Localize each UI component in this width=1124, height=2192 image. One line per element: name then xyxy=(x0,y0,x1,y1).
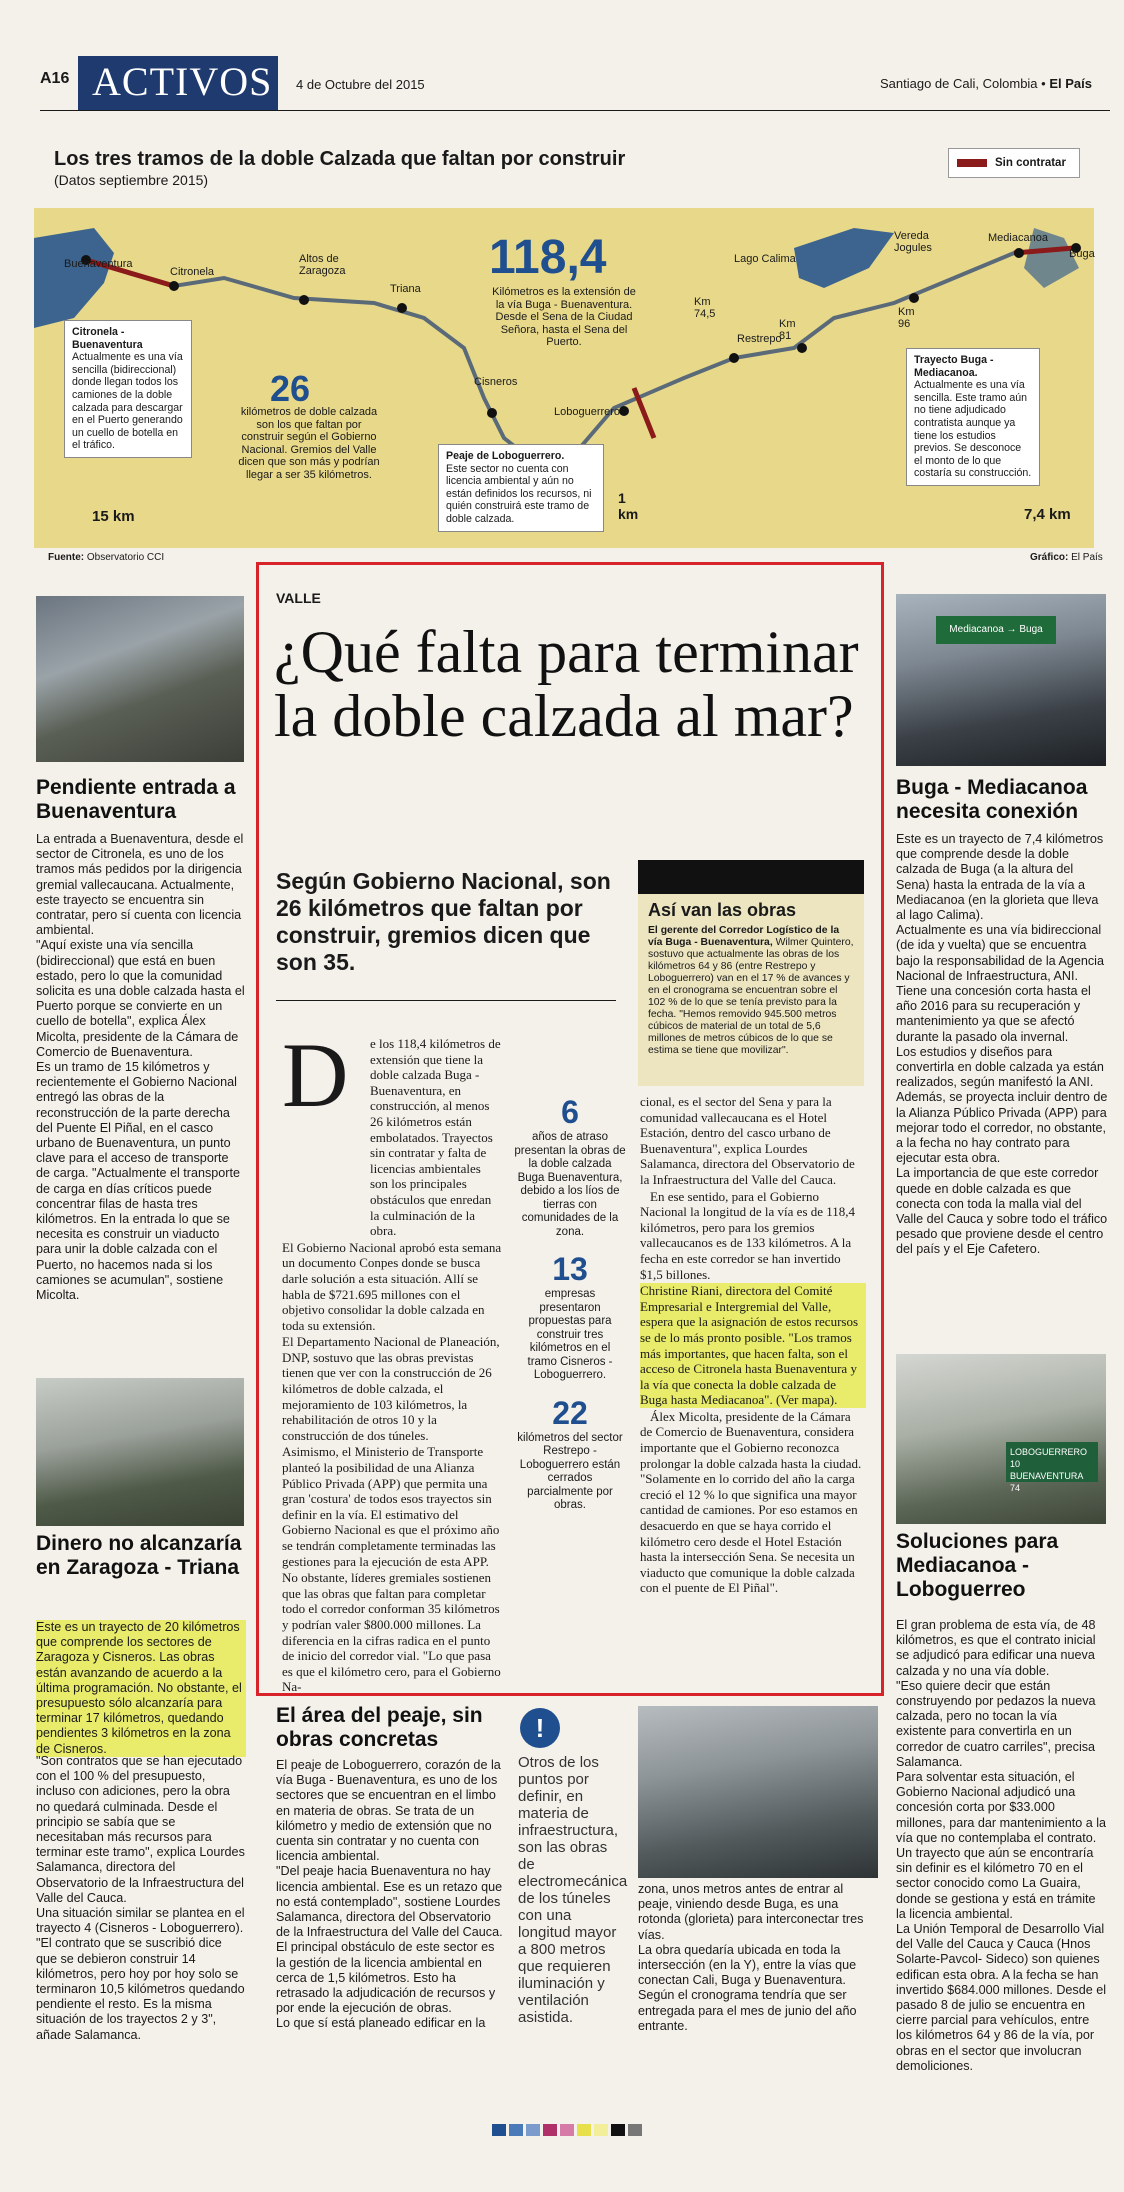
main-headline: ¿Qué falta para terminar la doble calzada al mar? xyxy=(274,619,859,749)
road-sign-mediacanoa: Mediacanoa → Buga xyxy=(936,616,1056,644)
callout-peaje xyxy=(438,444,604,532)
reg-mark xyxy=(543,2124,557,2136)
label-citronela: Citronela xyxy=(170,266,215,278)
dot-km81 xyxy=(797,343,807,353)
obras-sidebar xyxy=(638,860,864,1086)
callout-citronela xyxy=(64,320,192,458)
label-restrepo: Restrepo xyxy=(737,333,782,345)
paper-name: El País xyxy=(1049,76,1092,91)
stat-km-number: 22 xyxy=(552,1394,588,1431)
issue-date: 4 de Octubre del 2015 xyxy=(296,77,425,92)
stat-years xyxy=(514,1094,626,1239)
sidebar-text-body: Wilmer Quintero, sostuvo que actualmente las obras de los kilómetros 64 y 86 (entre Restrepo y Loboguerrero) van en el 17 % de avances y en el cronograma se encuentran sobre el 102 % de lo que se tenía previsto para la fecha. "Hemos removido 945.500 metros cúbicos de material de un total de 5,6 millones de metros cúbicos de lo que se estima se tiene que movilizar". xyxy=(648,937,854,1056)
label-vereda: Vereda Jogules xyxy=(894,230,932,254)
map-source-label: Fuente: xyxy=(48,552,85,563)
callout-citronela-text: Actualmente es una vía sencilla (bidireccional) donde llegan todos los camiones de la doble calzada para descargar en el Puerto generando un cuello de botella en el tráfico. xyxy=(72,351,183,452)
right2-text: El gran problema de esta vía, de 48 kilómetros, es que el contrato inicial se adjudicó para edificar una nueva calzada y no una vía doble. "Eso quiere decir que están construyendo por pedazos la nueva calzada, pero no tocan la vía existente para convertirla en un corredor de cuatro carriles", precisa Salamanca. Para solventar esta situación, el Gobierno Nacional adjudicó una concesión corta por $33.000 millones, para dar mantenimiento a la vía que no contemplaba el contrato. Un trayecto que aún se encontraría sin definir es el kilómetro 70 en el sector conocido como La Guaira, donde se gestiona y está en trámite la licencia ambiental. La Unión Temporal de Desarrollo Vial del Valle del Cauca y Cauca (Hnos Solarte-Pavcol- Sideco) son quienes edifican esta obra. A la fecha se han invertido $684.000 millones. Desde el pasado 8 de julio se encuentra en cierre parcial para vehículos, entre los kilómetros 64 y 86 de la vía, por obras en el sector que involucran demoliciones. xyxy=(896,1618,1107,2073)
map-subtitle: (Datos septiembre 2015) xyxy=(54,172,209,188)
photo-trucks-toll xyxy=(638,1706,878,1878)
col3-paragraph-2: En ese sentido, para el Gobierno Nacional la longitud de la vía es de 118,4 kilómetros, pero para los gremios vallecaucanos es de 133 kilómetros. A la fecha en este corredor se han invertido $1,5 billones. xyxy=(640,1188,856,1282)
reg-mark xyxy=(509,2124,523,2136)
sea-shape xyxy=(34,228,114,328)
photo-loboguerrero-sign xyxy=(896,1354,1106,1524)
reg-mark xyxy=(577,2124,591,2136)
legend-swatch xyxy=(957,159,987,167)
reg-mark xyxy=(611,2124,625,2136)
left2-headline: Dinero no alcanzaría en Zaragoza - Triana xyxy=(36,1532,242,1579)
map-graphic-label: Gráfico: xyxy=(1030,552,1069,563)
reg-mark xyxy=(526,2124,540,2136)
section-masthead: ACTIVOS xyxy=(78,56,278,110)
col1-paragraph-4: Asimismo, el Ministerio de Transporte planteó la posibilidad de una Alianza Público Privada (APP) que permita una gran 'costura' de todos esos trayectos sin definir en la vía. El estimativo del Gobierno Nacional es que el próximo año se tendrán completamente terminadas las gestiones para la ejecución de esta APP. xyxy=(282,1444,500,1569)
photo-road-zaragoza xyxy=(36,1378,244,1526)
map-title: Los tres tramos de la doble Calzada que faltan por construir xyxy=(54,148,626,170)
dot-triana xyxy=(397,303,407,313)
left1-text: La entrada a Buenaventura, desde el sector de Citronela, es uno de los tramos más pedidos por la dirigencia gremial vallecaucana. Actualmente, este trayecto se encuentra sin contratar, pero sí cuenta con licencia ambiental. "Aquí existe una vía sencilla (bidireccional) que está en buen estado, pero lo que la comunidad solicita es una doble calzada hasta el Puerto porque se convierte en un cuello de botella", explica Álex Micolta, presidente de la Cámara de Comercio de Buenaventura. Es un tramo de 15 kilómetros y recientemente el Gobierno Nacional entregó las obras de la reconstrucción de la parte derecha del Puente El Piñal, en el casco urbano de Buenaventura, un punto clave para el acceso de transporte de carga. "Actualmente el transporte de carga en días críticos puede concentrar filas de hasta tres kilómetros. En la entrada lo que se necesita es construir un viaducto para unir la doble calzada con el Puerto, no hacemos nada si los camiones se acumulan", sostiene Micolta. xyxy=(36,832,245,1303)
scale-15km: 15 km xyxy=(92,508,135,525)
dateline xyxy=(880,76,1092,91)
dot-loboguerrero xyxy=(619,406,629,416)
reg-mark xyxy=(594,2124,608,2136)
label-buga: Buga xyxy=(1069,248,1095,260)
right1-text: Este es un trayecto de 7,4 kilómetros que comprende desde la doble calzada de Buga (a la altura del Sena) hasta la entrada de la vía a Mediacanoa (en la glorieta que lleva al lago Calima). Actualmente es una vía bidireccional (de ida y vuelta) que se encuentra bajo la responsabilidad de la Agencia Nacional de Infraestructura, ANI. Tiene una concesión corta hasta el año 2016 para su recuperación y mantenimiento ya que se afectó durante la pasado ola invernal. Los estudios y diseños para convertirla en doble calzada ya están realizados, según manifestó la ANI. Además, se proyecta incluir dentro de la Alianza Público Privada (APP) para mejorar todo el corredor, no obstante, a la fecha no hay contrato para ejecutar esta obra. La importancia de que este corredor quede en doble calzada es que conecta con toda la malla vial del Valle del Cauca y sobre todo el tráfico pesado que proviene desde el centro del país y el Eje Cafetero. xyxy=(896,832,1108,1257)
left2-text: "Son contratos que se han ejecutado con el 100 % del presupuesto, incluso con adiciones, pero la obra no quedará culminada. Desde el principio se sabía que se necesitaban más recursos para terminar este tramo", explica Lourdes Salamanca, directora del Observatorio de la Infraestructura del Valle del Cauca. Una situación similar se plantea en el trayecto 4 (Cisneros - Loboguerrero). "El contrato que se suscribió dice que se debieron construir 14 kilómetros, pero hoy por hoy solo se terminaron 10,5 kilómetros quedando pendiente el resto. Es la misma situación de los trayectos 2 y 3", añade Salamanca. xyxy=(36,1754,245,2042)
legend-label: Sin contratar xyxy=(995,157,1066,169)
col1-paragraph-3: El Departamento Nacional de Planeación, DNP, sostuvo que las obras previstas tienen que ver con la construcción de 26 kilómetros de doble calzada, el mejoramiento de 103 kilómetros, la rehabilitación de otros 10 y la construcción de dos túneles. xyxy=(282,1334,500,1443)
right1-headline: Buga - Mediacanoa necesita conexión xyxy=(896,776,1088,823)
page-number: A16 xyxy=(40,70,70,87)
total-km-number: 118,4 xyxy=(489,231,607,284)
header-rule xyxy=(40,110,1110,111)
sidebar-title: Así van las obras xyxy=(648,900,797,920)
map-source-value: Observatorio CCI xyxy=(86,552,165,563)
label-zaragoza: Altos de Zaragoza xyxy=(299,253,346,277)
missing-km-text: kilómetros de doble calzada son los que faltan por construir según el Gobierno Nacional. Gremios del Valle dicen que son más y podrían llegar a ser 35 kilómetros. xyxy=(238,406,380,481)
dot-citronela xyxy=(169,281,179,291)
map-graphic-value: El País xyxy=(1071,552,1103,563)
dropcap: D xyxy=(282,1024,349,1126)
map-source xyxy=(48,552,164,563)
reg-mark xyxy=(628,2124,642,2136)
callout-buga-title: Trayecto Buga - Mediacanoa. xyxy=(914,354,994,379)
dot-km96 xyxy=(909,293,919,303)
reg-mark xyxy=(492,2124,506,2136)
stat-years-number: 6 xyxy=(561,1094,579,1130)
bottom-text-2: zona, unos metros antes de entrar al peaje, viniendo desde Buga, es una rotonda (glorieta) para interconectar tres vías. La obra quedaría ubicada en toda la intersección (en la Y), entre la vías que conectan Cali, Buga y Buenaventura. Según el cronograma tendría que ser entregada para el mes de junio del año entrante. xyxy=(638,1882,864,2033)
stat-companies-text: empresas presentaron propuestas para construir tres kilómetros en el tramo Cisneros - Loboguerrero. xyxy=(527,1288,613,1381)
registration-marks xyxy=(492,2124,642,2136)
col3-paragraph-1: cional, es el sector del Sena y para la comunidad vallecaucana es el Hotel Estación, dentro del casco urbano de Buenaventura", explica Lourdes Salamanca, directora del Observatorio de la Infraestructura del Valle del Cauca. xyxy=(640,1094,855,1187)
col1-paragraph-5: No obstante, líderes gremiales sostienen que las obras que faltan para completar todo el corredor conforman 35 kilómetros y podrían valer $800.000 millones. La diferencia en la cifras radica en el punto de inicio del corredor vial. "Lo que pasa es que el kilómetro cero, para el Gobierno Na- xyxy=(282,1570,501,1695)
col1-paragraph-1: e los 118,4 kilómetros de extensión que tiene la doble calzada Buga - Buenaventura, en construcción, al menos 26 kilómetros están embolatados. Trayectos sin contratar y falta de licencias ambientales son los principales obstáculos que enredan la culminación de la obra. xyxy=(370,1036,501,1239)
stat-years-text: años de atraso presentan la obras de la doble calzada Buga Buenaventura, debido a los líos de tierras con comunidades de la zona. xyxy=(514,1131,626,1238)
photo-trucks-buenaventura xyxy=(36,596,244,762)
lake-calima-shape xyxy=(794,228,894,288)
bottom-headline: El área del peaje, sin obras concretas xyxy=(276,1704,483,1751)
callout-peaje-title: Peaje de Loboguerrero. xyxy=(446,450,565,462)
deck-rule xyxy=(276,1000,616,1001)
sidebar-text xyxy=(638,925,864,1057)
map-graphic-credit xyxy=(1030,552,1103,563)
main-kicker: VALLE xyxy=(276,590,321,606)
stat-km xyxy=(514,1395,626,1513)
callout-peaje-text: Este sector no cuenta con licencia ambiental y aún no están definidos los recursos, ni quién construirá este tramo de doble calzada. xyxy=(446,462,592,525)
stat-companies-number: 13 xyxy=(552,1251,588,1287)
dateline-city: Santiago de Cali, Colombia • xyxy=(880,76,1046,91)
main-deck: Según Gobierno Nacional, son 26 kilómetros que faltan por construir, gremios dicen que son 35. xyxy=(276,868,611,975)
label-buenaventura: Buenaventura xyxy=(64,258,133,270)
label-km745: Km 74,5 xyxy=(694,296,716,320)
right2-headline: Soluciones para Mediacanoa - Loboguerreo xyxy=(896,1530,1059,1601)
label-cisneros: Cisneros xyxy=(474,376,518,388)
label-km96: Km 96 xyxy=(898,306,915,330)
main-body-col3 xyxy=(640,1094,866,1597)
road-sign-loboguerrero: LOBOGUERRERO 10 BUENAVENTURA 74 xyxy=(1006,1442,1098,1482)
label-lago-calima: Lago Calima xyxy=(734,253,796,265)
callout-buga-text: Actualmente es una vía sencilla. Este tramo aún no tiene adjudicado contratista aunque ya tiene los estudios previos. Se desconoce el monto de lo que costaría su construcción. xyxy=(914,379,1032,480)
col3-paragraph-3: Álex Micolta, presidente de la Cámara de Comercio de Buenaventura, considera importante que el Gobierno reconozca prolongar la doble calzada hasta la ciudad. "Solamente en lo corrido del año la carga creció el 12 % lo que significa una mayor cantidad de camiones. Por eso estamos en desacuerdo en que se haya corrido el kilómetro cero desde el Hotel Estación hasta la intersección Sena. Se necesita un viaducto que comunique la doble calzada con el puente de El Piñal". xyxy=(640,1408,862,1596)
label-triana: Triana xyxy=(390,283,421,295)
photo-mediacanoa-sign xyxy=(896,594,1106,766)
dot-km745 xyxy=(729,353,739,363)
total-km-text: Kilómetros es la extensión de la vía Buga - Buenaventura. Desde el Sena de la Ciudad Señora, hasta el Sena del Puerto. xyxy=(492,286,636,348)
info-icon: ! xyxy=(520,1708,560,1748)
missing-km-number: 26 xyxy=(270,368,311,409)
stats-column xyxy=(514,1094,626,1513)
sidebar-topbar xyxy=(638,860,864,894)
scale-1km: 1 km xyxy=(618,490,639,522)
main-body-col1 xyxy=(282,1036,502,1696)
col3-highlighted-quote: Christine Riani, directora del Comité Empresarial e Intergremial del Valle, espera que la asignación de estos recursos se de lo más pronto posible. "Los tramos más importantes, que hacen falta, son el acceso de Citronela hasta Buenaventura y la vía que conecta la doble calzada de Buga hasta Mediacanoa". (Ver mapa). xyxy=(640,1283,866,1408)
reg-mark xyxy=(560,2124,574,2136)
route-map xyxy=(34,208,1094,548)
dot-mediacanoa xyxy=(1014,248,1024,258)
col1-paragraph-2: El Gobierno Nacional aprobó esta semana un documento Conpes donde se busca darle solución a esta situación. Allí se habla de $721.695 millones con el objetivo consolidar la doble calzada en toda su extensión. xyxy=(282,1239,502,1333)
left2-highlighted-text: Este es un trayecto de 20 kilómetros que comprende los sectores de Zaragoza y Cisneros. Las obras están avanzando de acuerdo a la última programación. No obstante, el presupuesto sólo alcanzaría para terminar 17 kilómetros, quedando pendientes 3 kilómetros en la zona de Cisneros. xyxy=(36,1620,246,1757)
callout-citronela-title: Citronela - Buenaventura xyxy=(72,326,143,351)
bottom-text: El peaje de Loboguerrero, corazón de la vía Buga - Buenaventura, es uno de los sectores que se encuentran en el limbo en materia de obras. Se trata de un kilómetro y medio de extensión que no cuenta sin contratar y no cuenta con licencia ambiental. "Del peaje hacia Buenaventura no hay licencia ambiental. Ese es un retazo que no está contemplado", sostiene Lourdes Salamanca, directora del Observatorio de la Infraestructura del Valle del Cauca. El principal obstáculo de este sector es la gestión de la licencia ambiental en cerca de 1,5 kilómetros. Esto ha retrasado la adjudicación de recursos y por ende la ejecución de obras. Lo que sí está planeado edificar en la xyxy=(276,1758,503,2031)
label-loboguerrero: Loboguerrero xyxy=(554,406,621,418)
scale-74km: 7,4 km xyxy=(1024,506,1071,523)
left1-headline: Pendiente entrada a Buenaventura xyxy=(36,776,236,823)
label-mediacanoa: Mediacanoa xyxy=(988,232,1048,244)
sidebar-text-bold: El gerente del Corredor Logístico de la vía Buga - Buenaventura, xyxy=(648,925,840,948)
bottom-info-text: Otros de los puntos por definir, en materia de infraestructura, son las obras de electromecánica de los túneles con una longitud mayor a 800 metros que requieren iluminación y ventilación asistida. xyxy=(518,1754,628,2026)
callout-buga-mediacanoa xyxy=(906,348,1040,486)
stat-companies xyxy=(514,1251,626,1383)
dot-cisneros xyxy=(487,408,497,418)
map-legend xyxy=(948,148,1080,178)
stat-km-text: kilómetros del sector Restrepo - Loboguerrero están cerrados parcialmente por obras. xyxy=(517,1431,623,1511)
dot-zaragoza xyxy=(299,295,309,305)
label-km81: Km 81 xyxy=(779,318,796,342)
